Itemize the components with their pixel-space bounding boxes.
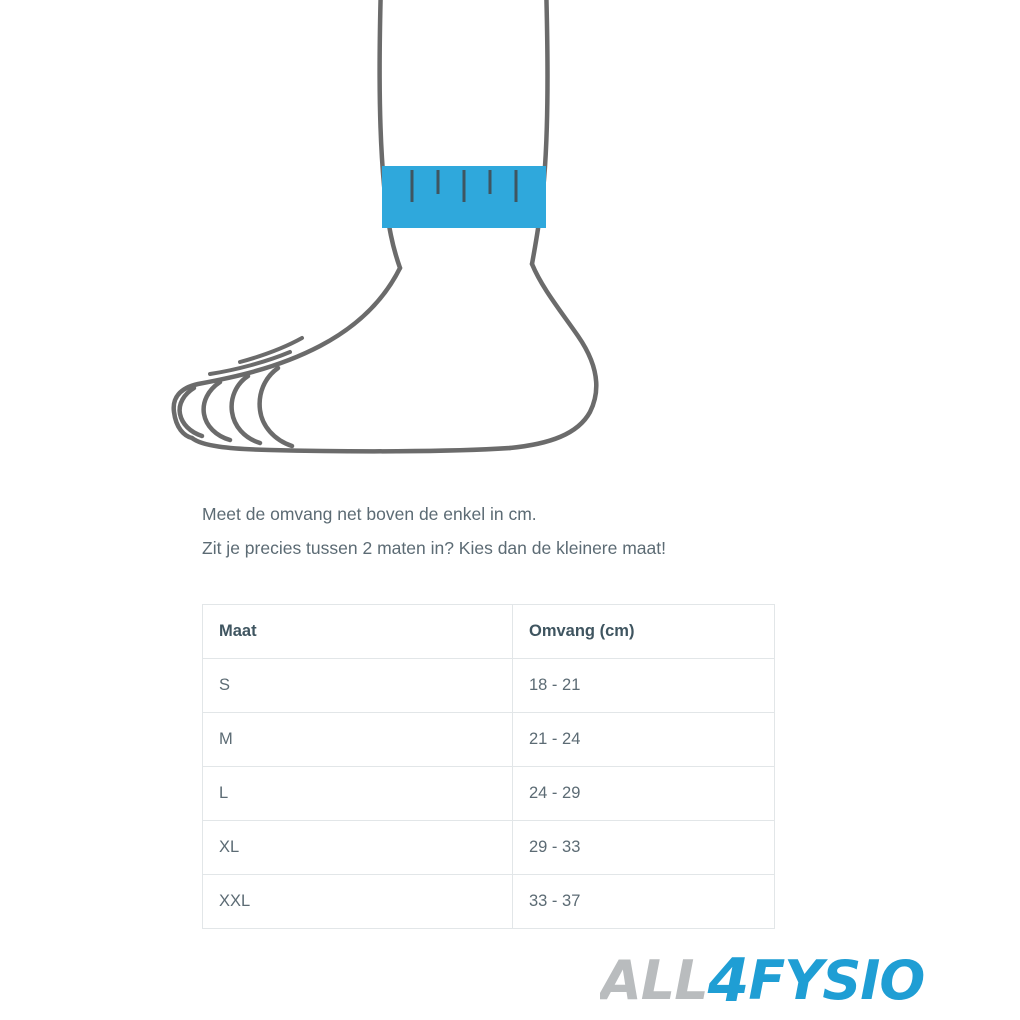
cell-circumference: 29 - 33	[513, 821, 775, 875]
column-header-circumference: Omvang (cm)	[513, 605, 775, 659]
instruction-line-2: Zit je precies tussen 2 maten in? Kies dan de kleinere maat!	[202, 538, 666, 559]
logo-part-four: 4	[707, 948, 749, 1010]
logo-part-all: ALL	[600, 949, 708, 1010]
table-row	[203, 821, 775, 875]
size-table	[202, 604, 775, 929]
cell-circumference: 21 - 24	[513, 713, 775, 767]
table-row	[203, 767, 775, 821]
table-row	[203, 875, 775, 929]
table-header-row	[203, 605, 775, 659]
column-header-size: Maat	[203, 605, 513, 659]
brand-logo-text	[600, 949, 924, 1009]
cell-circumference: 18 - 21	[513, 659, 775, 713]
cell-size: M	[203, 713, 513, 767]
cell-circumference: 24 - 29	[513, 767, 775, 821]
size-table-container	[202, 604, 775, 929]
measure-instructions	[202, 502, 862, 571]
measuring-tape	[382, 166, 546, 228]
cell-size: S	[203, 659, 513, 713]
cell-circumference: 33 - 37	[513, 875, 775, 929]
cell-size: XL	[203, 821, 513, 875]
brand-logo	[600, 948, 1020, 1010]
table-row	[203, 713, 775, 767]
cell-size: L	[203, 767, 513, 821]
table-row	[203, 659, 775, 713]
cell-size: XXL	[203, 875, 513, 929]
ankle-measure-illustration	[150, 0, 710, 480]
instruction-line-1: Meet de omvang net boven de enkel in cm.	[202, 504, 537, 524]
logo-part-fysio: FYSIO	[748, 949, 925, 1010]
